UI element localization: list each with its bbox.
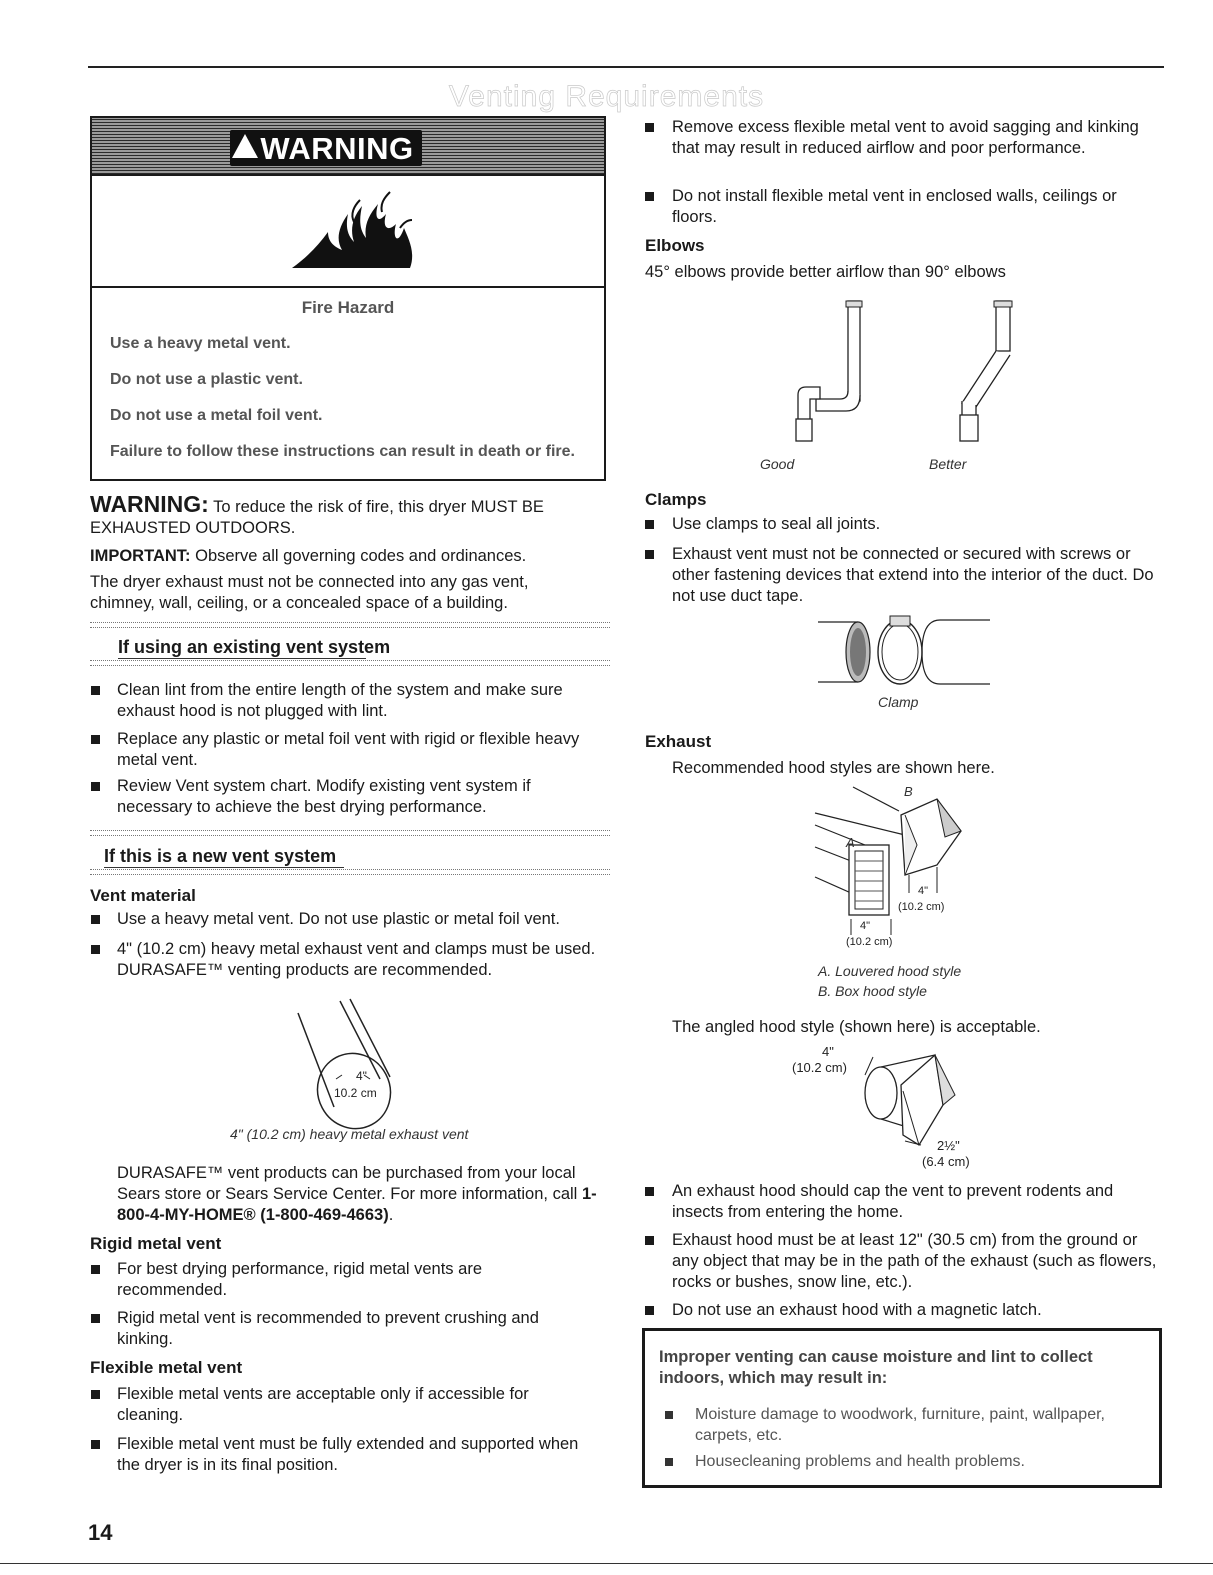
- heading-underline: [118, 658, 366, 659]
- hood-caption-a: A. Louvered hood style: [818, 963, 962, 979]
- top-rule: [88, 66, 1164, 68]
- flexible-vent-heading: Flexible metal vent: [90, 1358, 243, 1377]
- list-item: Clean lint from the entire length of the system and make sure exhaust hood is not plugged with lint.: [117, 681, 563, 720]
- warning-label: WARNING: [260, 131, 414, 166]
- warning-header: [92, 118, 604, 176]
- warning-box: [90, 116, 606, 481]
- hood-dim: 4": [918, 885, 929, 897]
- vent-pipe-illustration: [290, 995, 410, 1145]
- notice-heading: Improper venting can cause moisture and lint to collect indoors, which may result in:: [659, 1348, 1093, 1387]
- list-item: For best drying performance, rigid metal vents are recommended.: [117, 1260, 482, 1299]
- page-title: Venting Requirements: [448, 80, 765, 113]
- vent-material-heading: Vent material: [90, 886, 196, 905]
- bottom-rule: [0, 1563, 1213, 1564]
- clamps-heading: Clamps: [645, 490, 707, 509]
- bullet-icon: [645, 192, 654, 201]
- vent-dim-label: 10.2 cm: [334, 1086, 377, 1100]
- bullet-icon: [665, 1458, 673, 1466]
- hazard-line: Failure to follow these instructions can result in death or fire.: [110, 443, 575, 460]
- angled-dim-cm: (6.4 cm): [922, 1154, 970, 1169]
- notice-item: Moisture damage to woodwork, furniture, paint, wallpaper, carpets, etc.: [695, 1406, 1105, 1444]
- existing-vent-heading: If using an existing vent system: [118, 637, 391, 657]
- bullet-icon: [665, 1411, 673, 1419]
- bullet-icon: [91, 945, 100, 954]
- bullet-icon: [91, 915, 100, 924]
- important-lead: IMPORTANT:: [90, 547, 191, 565]
- improper-venting-box: [642, 1328, 1162, 1488]
- list-item: Rigid metal vent is recommended to prevent crushing and kinking.: [117, 1309, 539, 1348]
- hazard-line: Do not use a plastic vent.: [110, 371, 303, 388]
- list-item: Flexible metal vent must be fully extended and supported when the dryer is in its final position.: [117, 1435, 579, 1474]
- exhaust-text: Recommended hood styles are shown here.: [672, 759, 995, 777]
- angled-dim: 2½": [937, 1138, 960, 1153]
- bullet-icon: [91, 735, 100, 744]
- hood-dim-cm: (10.2 cm): [898, 901, 945, 913]
- bullet-icon: [645, 1306, 654, 1315]
- bullet-icon: [91, 686, 100, 695]
- bullet-icon: [645, 1187, 654, 1196]
- hood-styles-illustration: [805, 785, 975, 955]
- bullet-icon: [645, 1236, 654, 1245]
- list-item: An exhaust hood should cap the vent to prevent rodents and insects from entering the home.: [672, 1182, 1114, 1221]
- hazard-title: Fire Hazard: [301, 298, 395, 317]
- durasafe-paragraph: DURASAFE™ vent products can be purchased from your local Sears store or Sears Service Center. For more information, call 1-800-4-MY-HOME® (1-800-469-4663).: [117, 1164, 597, 1224]
- clamp-caption: Clamp: [878, 694, 919, 710]
- page-number: 14: [88, 1520, 113, 1545]
- elbows-text: 45° elbows provide better airflow than 90° elbows: [645, 263, 1006, 281]
- divider: [90, 830, 610, 836]
- bullet-icon: [91, 1440, 100, 1449]
- fire-hazard-pictogram: [92, 176, 604, 288]
- warning-text: To reduce the risk of fire, this dryer MUST BE EXHAUSTED OUTDOORS.: [90, 498, 544, 537]
- heading-underline: [104, 867, 344, 868]
- hood-label-b: B: [904, 784, 913, 799]
- list-item: Exhaust hood must be at least 12" (30.5 cm) from the ground or any object that may be in the path of the exhaust (such as flowers, rocks or bushes, snow line, etc.).: [672, 1231, 1157, 1291]
- bullet-icon: [645, 550, 654, 559]
- warning-body: [110, 298, 586, 478]
- divider: [90, 622, 610, 628]
- bullet-icon: [91, 1390, 100, 1399]
- bullet-icon: [91, 1314, 100, 1323]
- list-item: Replace any plastic or metal foil vent with rigid or flexible heavy metal vent.: [117, 730, 580, 769]
- bullet-icon: [91, 1265, 100, 1274]
- list-item: Do not use an exhaust hood with a magnetic latch.: [672, 1301, 1042, 1319]
- list-item: Flexible metal vents are acceptable only if accessible for cleaning.: [117, 1385, 529, 1424]
- hood-dim: 4": [860, 920, 871, 932]
- list-item: Use clamps to seal all joints.: [672, 515, 881, 533]
- list-item: Do not install flexible metal vent in enclosed walls, ceilings or floors.: [672, 187, 1117, 226]
- clamp-illustration: [810, 612, 995, 692]
- important-text: Observe all governing codes and ordinances.: [195, 547, 527, 565]
- hazard-line: Use a heavy metal vent.: [110, 335, 291, 352]
- important-statement: [90, 546, 610, 567]
- elbow-better-caption: Better: [929, 456, 967, 472]
- rigid-vent-heading: Rigid metal vent: [90, 1234, 222, 1253]
- hood-label-a: A: [846, 835, 855, 850]
- hood-dim-cm: (10.2 cm): [846, 936, 893, 948]
- exhaust-heading: Exhaust: [645, 732, 712, 751]
- list-item: Review Vent system chart. Modify existing vent system if necessary to achieve the best drying performance.: [117, 777, 531, 816]
- hood-caption-b: B. Box hood style: [818, 983, 927, 999]
- bullet-icon: [91, 782, 100, 791]
- divider: [90, 869, 610, 875]
- divider: [90, 660, 610, 666]
- durasafe-phone: 1-800-4-MY-HOME® (1-800-469-4663): [117, 1185, 597, 1224]
- flame-icon: [92, 176, 604, 286]
- vent-caption: 4" (10.2 cm) heavy metal exhaust vent: [230, 1126, 469, 1142]
- list-item: Remove excess flexible metal vent to avoid sagging and kinking that may result in reduced airflow and poor performance.: [672, 118, 1139, 157]
- angled-dim-cm: (10.2 cm): [792, 1060, 847, 1075]
- angled-dim: 4": [822, 1044, 834, 1059]
- new-vent-heading: If this is a new vent system: [104, 846, 337, 866]
- durasafe-text: DURASAFE™ vent products can be purchased from your local Sears store or Sears Service Center. For more information, call: [117, 1164, 578, 1203]
- hazard-line: Do not use a metal foil vent.: [110, 407, 323, 424]
- elbows-heading: Elbows: [645, 236, 705, 255]
- vent-dim-label: 4": [356, 1069, 367, 1083]
- elbows-illustration: [780, 295, 1030, 455]
- notice-item: Housecleaning problems and health problems.: [695, 1453, 1025, 1470]
- bullet-icon: [645, 123, 654, 132]
- warning-lead: WARNING:: [90, 491, 209, 517]
- list-item: Use a heavy metal vent. Do not use plastic or metal foil vent.: [117, 910, 560, 928]
- warning-statement: [90, 491, 610, 539]
- list-item: 4" (10.2 cm) heavy metal exhaust vent and clamps must be used. DURASAFE™ venting products are recommended.: [117, 940, 596, 979]
- bullet-icon: [645, 520, 654, 529]
- elbow-good-caption: Good: [760, 456, 795, 472]
- angled-text: The angled hood style (shown here) is acceptable.: [672, 1018, 1041, 1036]
- exhaust-note: The dryer exhaust must not be connected into any gas vent, chimney, wall, ceiling, or a concealed space of a building.: [90, 573, 529, 612]
- list-item: Exhaust vent must not be connected or secured with screws or other fastening devices that extend into the interior of the duct. Do not use duct tape.: [672, 545, 1154, 605]
